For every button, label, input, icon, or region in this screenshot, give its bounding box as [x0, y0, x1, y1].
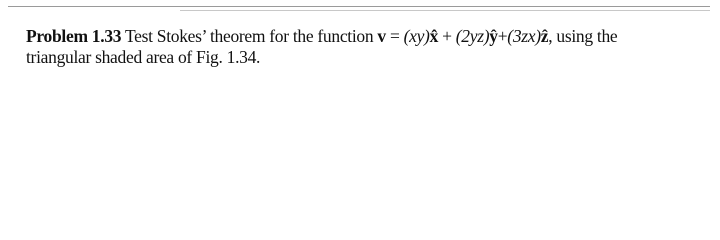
term-3zx: (3zx) [507, 26, 541, 46]
unit-vector-z: ẑ [540, 26, 549, 46]
unit-vector-y: ŷ [489, 26, 498, 46]
problem-statement [26, 26, 706, 68]
problem-text-line2: triangular shaded area of Fig. 1.34. [26, 47, 261, 67]
problem-text-intro: Test Stokes’ theorem for the function [125, 26, 374, 46]
top-rule-secondary [180, 10, 710, 11]
unit-vector-x: x̂ [429, 26, 439, 46]
problem-label: Problem 1.33 [26, 26, 122, 46]
equals-sign: = [389, 26, 400, 46]
top-rule [8, 6, 710, 7]
term-xy: (xy) [403, 26, 430, 46]
term-2yz: (2yz) [455, 26, 490, 46]
plus-sign-1: + [442, 26, 452, 46]
problem-text-tail: , using the [548, 26, 618, 46]
plus-sign-2: + [497, 26, 508, 46]
vector-symbol: v [377, 26, 386, 46]
